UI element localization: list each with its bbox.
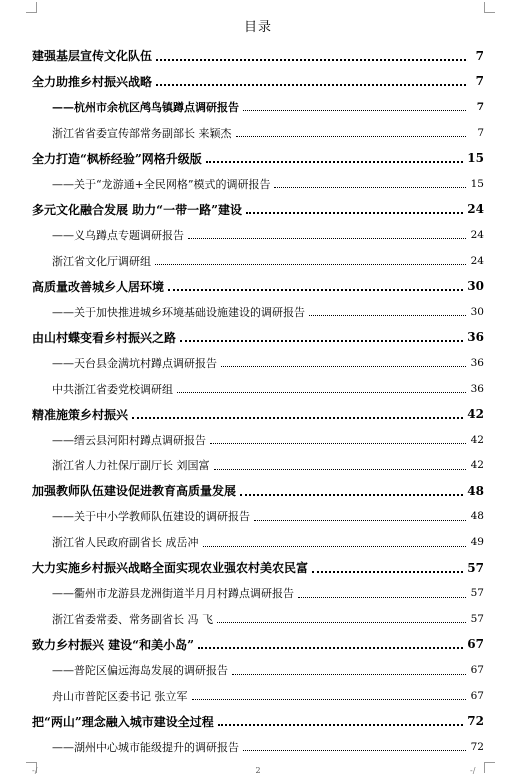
dot-leader (132, 417, 463, 419)
toc-entry-page-number: 48 (467, 483, 484, 498)
dot-leader (214, 469, 467, 470)
page-number: 2 (255, 766, 261, 775)
toc-entry-subtitle[interactable] (32, 606, 484, 632)
dot-leader (188, 238, 466, 239)
toc-entry-title: 精准施策乡村振兴 (32, 407, 129, 422)
toc-entry-title: 全力打造“枫桥经验”网格升级版 (32, 151, 202, 166)
toc-entry-chapter[interactable] (32, 43, 484, 69)
dot-leader (203, 546, 467, 547)
toc-entry-title: 浙江省文化厅调研组 (52, 254, 151, 268)
toc-entry-title: ——关于加快推进城乡环境基础设施建设的调研报告 (52, 305, 305, 319)
toc-entry-title: ——缙云县河阳村蹲点调研报告 (52, 433, 206, 447)
toc-entry-subtitle[interactable] (32, 171, 484, 197)
toc-entry-page-number: 30 (470, 305, 484, 318)
toc-entry-chapter[interactable] (32, 145, 484, 171)
dot-leader (210, 443, 466, 444)
dot-leader (156, 59, 466, 61)
dot-leader (240, 494, 463, 496)
footer-mark-left: -/ (32, 766, 38, 775)
toc-entry-chapter[interactable] (32, 555, 484, 581)
toc-entry-page-number: 57 (470, 612, 484, 625)
toc-entry-title: 中共浙江省委党校调研组 (52, 382, 173, 396)
toc-entry-page-number: 42 (470, 433, 484, 446)
toc-entry-page-number: 36 (470, 382, 484, 395)
toc-entry-subtitle[interactable] (32, 683, 484, 709)
toc-entry-title: 建强基层宣传文化队伍 (32, 49, 153, 64)
dot-leader (274, 187, 466, 188)
toc-entry-page-number: 67 (470, 689, 484, 702)
toc-entry-page-number: 15 (470, 177, 484, 190)
toc-entry-title: ——关于“龙游通+全民网格”模式的调研报告 (52, 177, 271, 191)
toc-entry-subtitle[interactable] (32, 734, 484, 760)
toc-entry-title: ——义乌蹲点专题调研报告 (52, 228, 184, 242)
toc-entry-title: 浙江省委常委、常务副省长 冯 飞 (52, 612, 213, 626)
toc-entry-subtitle[interactable] (32, 427, 484, 453)
toc-entry-title: 舟山市普陀区委书记 张立军 (52, 689, 188, 703)
toc-entry-title: 由山村蝶变看乡村振兴之路 (32, 330, 177, 345)
dot-leader (156, 84, 466, 86)
toc-entry-page-number: 57 (470, 587, 484, 600)
toc-entry-title: 全力助推乡村振兴战略 (32, 74, 153, 89)
toc-entry-page-number: 72 (470, 740, 484, 753)
toc-entry-chapter[interactable] (32, 401, 484, 427)
dot-leader (192, 699, 467, 700)
dot-leader (232, 674, 466, 675)
toc-entry-subtitle[interactable] (32, 94, 484, 120)
toc-entry-title: ——湖州中心城市能级提升的调研报告 (52, 740, 239, 754)
toc-entry-subtitle[interactable] (32, 248, 484, 274)
toc-entry-page-number: 72 (467, 714, 484, 729)
toc-entry-page-number: 30 (467, 279, 484, 294)
table-of-contents (32, 43, 484, 760)
toc-entry-subtitle[interactable] (32, 453, 484, 479)
toc-entry-title: 浙江省人力社保厅副厅长 刘国富 (52, 459, 210, 473)
dot-leader (243, 110, 466, 111)
toc-entry-page-number: 7 (477, 126, 484, 139)
toc-entry-chapter[interactable] (32, 325, 484, 351)
toc-entry-page-number: 67 (467, 637, 484, 652)
dot-leader (254, 520, 466, 521)
dot-leader (155, 264, 466, 265)
dot-leader (177, 392, 466, 393)
dot-leader (218, 724, 463, 726)
toc-entry-page-number: 15 (467, 151, 484, 166)
toc-entry-subtitle[interactable] (32, 120, 484, 146)
toc-entry-title: ——关于中小学教师队伍建设的调研报告 (52, 510, 250, 524)
toc-entry-subtitle[interactable] (32, 350, 484, 376)
toc-entry-title: 浙江省省委宣传部常务副部长 来颖杰 (52, 126, 232, 140)
dot-leader (312, 571, 463, 573)
toc-entry-page-number: 67 (470, 664, 484, 677)
toc-entry-title: 加强教师队伍建设促进教育高质量发展 (32, 484, 237, 499)
dot-leader (243, 750, 466, 751)
toc-entry-subtitle[interactable] (32, 376, 484, 402)
toc-entry-title: 把“两山”理念融入城市建设全过程 (32, 714, 214, 729)
dot-leader (206, 161, 463, 163)
dot-leader (309, 315, 466, 316)
toc-entry-page-number: 36 (467, 330, 484, 345)
toc-entry-page-number: 48 (470, 510, 484, 523)
toc-entry-page-number: 7 (475, 74, 484, 89)
toc-entry-title: ——普陀区偏远海岛发展的调研报告 (52, 664, 228, 678)
toc-entry-subtitle[interactable] (32, 657, 484, 683)
toc-entry-chapter[interactable] (32, 478, 484, 504)
toc-entry-title: 浙江省人民政府副省长 成岳冲 (52, 536, 199, 550)
toc-entry-title: 致力乡村振兴 建设“和美小岛” (32, 637, 194, 652)
toc-entry-page-number: 36 (470, 356, 484, 369)
toc-entry-subtitle[interactable] (32, 222, 484, 248)
dot-leader (236, 136, 467, 137)
toc-entry-page-number: 7 (475, 48, 484, 63)
crop-mark-top-right (484, 2, 495, 13)
dot-leader (168, 289, 463, 291)
dot-leader (217, 622, 466, 623)
toc-entry-page-number: 24 (470, 228, 484, 241)
toc-entry-subtitle[interactable] (32, 299, 484, 325)
toc-entry-chapter[interactable] (32, 69, 484, 95)
toc-entry-page-number: 49 (470, 536, 484, 549)
toc-entry-subtitle[interactable] (32, 580, 484, 606)
toc-entry-chapter[interactable] (32, 273, 484, 299)
dot-leader (298, 597, 466, 598)
toc-entry-title: 多元文化融合发展 助力“一带一路”建设 (32, 202, 242, 217)
toc-entry-title: ——衢州市龙游县龙洲街道半月月村蹲点调研报告 (52, 587, 294, 601)
crop-mark-top-left (26, 2, 37, 13)
toc-entry-title: 大力实施乡村振兴战略全面实现农业强农村美农民富 (32, 561, 309, 576)
toc-entry-title: 高质量改善城乡人居环境 (32, 279, 165, 294)
toc-entry-title: ——杭州市余杭区鸬鸟镇蹲点调研报告 (52, 100, 239, 114)
toc-entry-page-number: 7 (476, 100, 484, 113)
toc-entry-page-number: 42 (470, 459, 484, 472)
dot-leader (246, 212, 463, 214)
dot-leader (198, 647, 463, 649)
dot-leader (221, 366, 466, 367)
toc-entry-page-number: 42 (467, 407, 484, 422)
toc-entry-page-number: 24 (470, 254, 484, 267)
toc-entry-chapter[interactable] (32, 708, 484, 734)
toc-entry-title: ——天台县金满坑村蹲点调研报告 (52, 356, 217, 370)
toc-entry-chapter[interactable] (32, 197, 484, 223)
toc-entry-page-number: 57 (467, 560, 484, 575)
dot-leader (180, 340, 463, 342)
toc-entry-subtitle[interactable] (32, 529, 484, 555)
toc-heading: 目录 (243, 20, 272, 35)
toc-entry-chapter[interactable] (32, 632, 484, 658)
footer-mark-right: -/ (470, 766, 476, 775)
toc-entry-subtitle[interactable] (32, 504, 484, 530)
toc-entry-page-number: 24 (467, 202, 484, 217)
